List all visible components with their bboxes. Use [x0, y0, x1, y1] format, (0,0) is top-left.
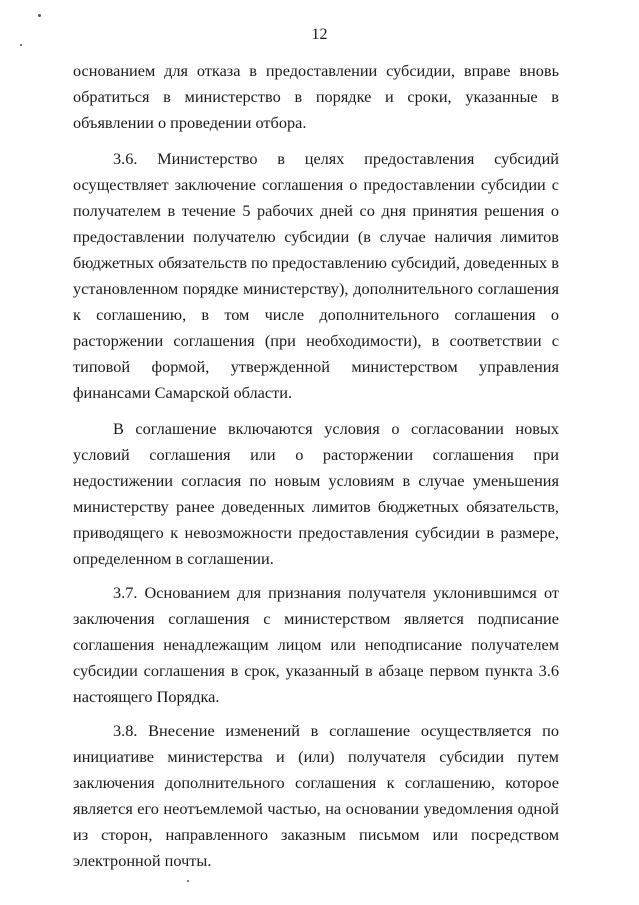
paragraph-3-6: 3.6. Министерство в целях предоставления субсидий осуществляет заключение соглашения о предоставлении субсидии с получателем в течение 5 рабочих дней со дня принятия решения о предоставлении получателю субсидии (в случае наличия лимитов бюджетных обязательств по предоставлению субсидий, доведенных в установленном порядке министерству), дополнительного соглашения к соглашению, в том числе дополнительного соглашения о расторжении соглашения (при необходимости), в соответствии с типовой формой, утвержденной министерством управления финансами Самарской области. [73, 149, 559, 402]
paragraph-3-8: 3.8. Внесение изменений в соглашение осуществляется по инициативе министерства и (или) получателя субсидии путем заключения дополнительного соглашения к соглашению, которое является его неотъемлемой частью, на основании уведомления одной из сторон, направленного заказным письмом или посредством электронной почты. [73, 721, 559, 870]
paragraph-3-7: 3.7. Основанием для признания получателя уклонившимся от заключения соглашения с министерством является подписание соглашения ненадлежащим лицом или неподписание получателем субсидии соглашения в срок, указанный в абзаце первом пункта 3.6 настоящего Порядка. [73, 583, 559, 706]
paragraph-continuation: основанием для отказа в предоставлении субсидии, вправе вновь обратиться в министерство в порядке и сроки, указанные в объявлении о проведении отбора. [73, 61, 559, 132]
scan-speck [20, 44, 22, 46]
page-number: 12 [311, 26, 328, 43]
paragraph-agreement-conditions: В соглашение включаются условия о согласовании новых условий соглашения или о расторжении соглашения при недостижении согласия по новым условиям в случае уменьшения министерству ранее доведенных лимитов бюджетных обязательств, приводящего к невозможности предоставления субсидии в размере, определенном в соглашении. [73, 419, 559, 568]
scan-speck [187, 880, 189, 882]
document-body [73, 58, 559, 874]
scan-speck [38, 14, 41, 17]
